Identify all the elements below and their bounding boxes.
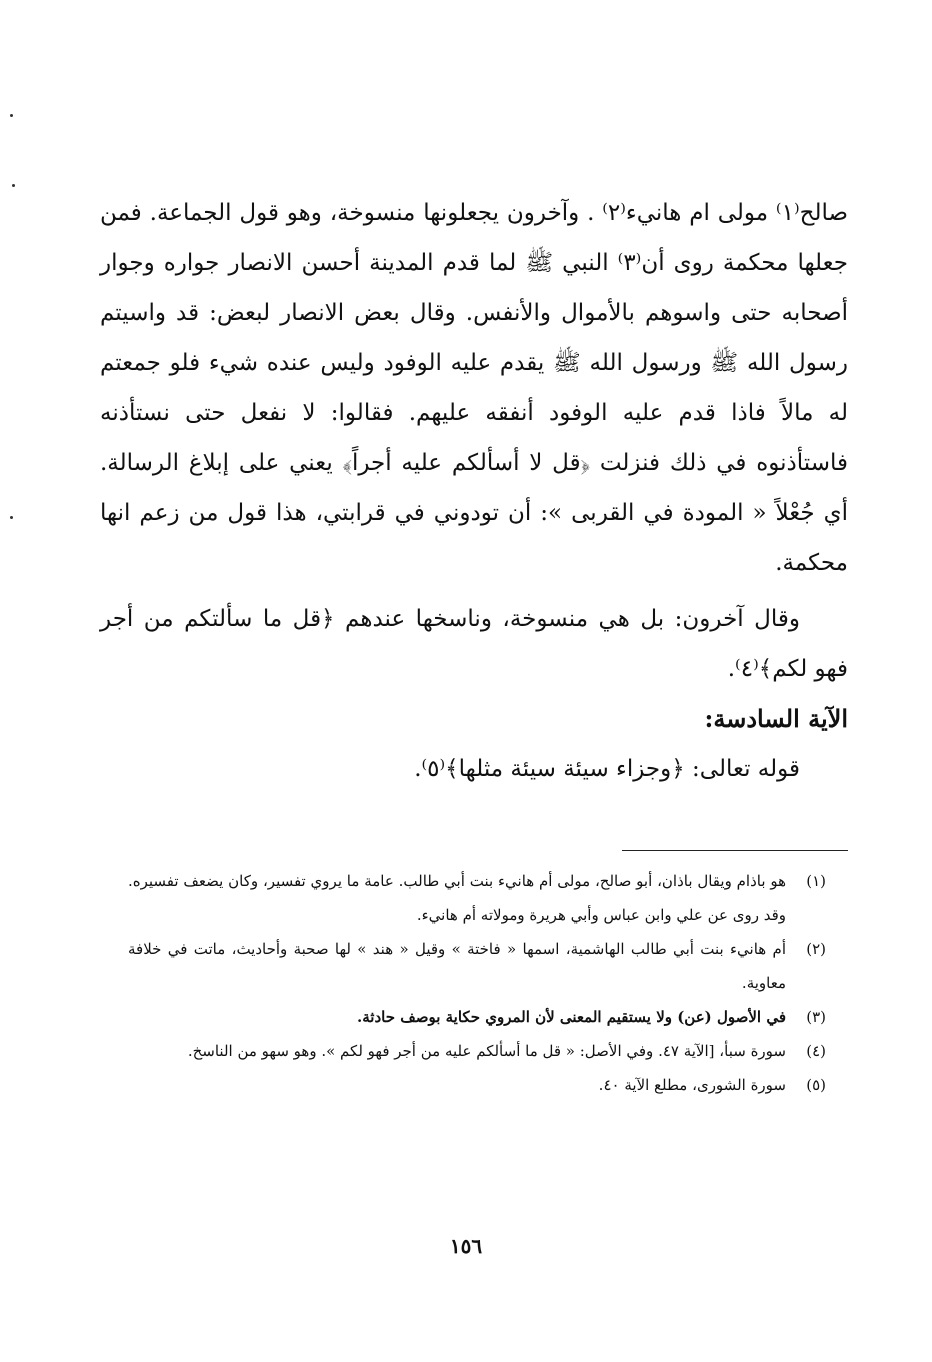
footnote [128,932,826,1000]
footnote-text: سورة الشورى، مطلع الآية ٤٠. [598,1076,786,1094]
section-heading: الآية السادسة: [704,704,848,733]
footnote-number: (١) [806,872,826,890]
footnotes [128,864,826,1102]
footnote [128,1068,826,1102]
footnote-number: (٢) [806,940,826,958]
footnote-text: سورة سبأ، [الآية ٤٧. وفي الأصل: « قل ما أسألكم عليه من أجر فهو لكم ». وهو سهو من الناسخ. [187,1042,786,1060]
footnote [128,1034,826,1068]
footnote [128,1000,826,1034]
footnote-number: (٤) [806,1042,826,1060]
footnote [128,864,826,932]
footnote-number: (٣) [806,1008,826,1026]
footnote-text: هو باذام ويقال باذان، أبو صالح، مولى أم هانيء بنت أبي طالب. عامة ما يروي تفسير، وكان يضعف تفسيره. وقد روى عن علي وابن عباس وأبي هريرة ومولاته أم هانيء. [128,872,786,924]
paragraph-1: صالح⁽١⁾ مولى ام هانيء⁽٢⁾ . وآخرون يجعلونها منسوخة، وهو قول الجماعة. فمن جعلها محكمة روى أن⁽٣⁾ النبي ﷺ لما قدم المدينة أحسن الانصار جواره وجوار أصحابه حتى واسوهم بالأموال والأنفس. وقال بعض الانصار لبعض: قد واسيتم رسول الله ﷺ ورسول الله ﷺ يقدم عليه الوفود وليس عنده شيء فلو جمعتم له مالاً فاذا قدم عليه الوفود أنفقه عليهم. فقالوا: لا نفعل حتى نستأذنه فاستأذنوه في ذلك فنزلت ﴿قل لا أسألكم عليه أجراً﴾ يعني على إبلاغ الرسالة. أي جُعْلاً « المودة في القربى »: أن تودوني في قرابتي، هذا قول من زعم انها محكمة. [100,200,848,576]
main-text [100,188,848,794]
footnote-text: في الأصول (عن) ولا يستقيم المعنى لأن المروي حكاية بوصف حادثة. [357,1008,786,1026]
scan-speck [12,184,15,187]
scan-speck [10,114,13,117]
footnote-separator [622,850,848,851]
paragraph-2: وقال آخرون: بل هي منسوخة، وناسخها عندهم ﴿قل ما سألتكم من أجر فهو لكم﴾⁽٤⁾. [100,606,848,682]
page-number: ١٥٦ [449,1234,483,1258]
footnote-number: (٥) [806,1076,826,1094]
paragraph-3: قوله تعالى: ﴿وجزاء سيئة سيئة مثلها﴾⁽٥⁾. [414,756,800,782]
scan-speck [10,516,13,519]
footnote-text: أم هانيء بنت أبي طالب الهاشمية، اسمها « فاختة » وقيل « هند » لها صحبة وأحاديث، ماتت في خلافة معاوية. [128,940,786,992]
